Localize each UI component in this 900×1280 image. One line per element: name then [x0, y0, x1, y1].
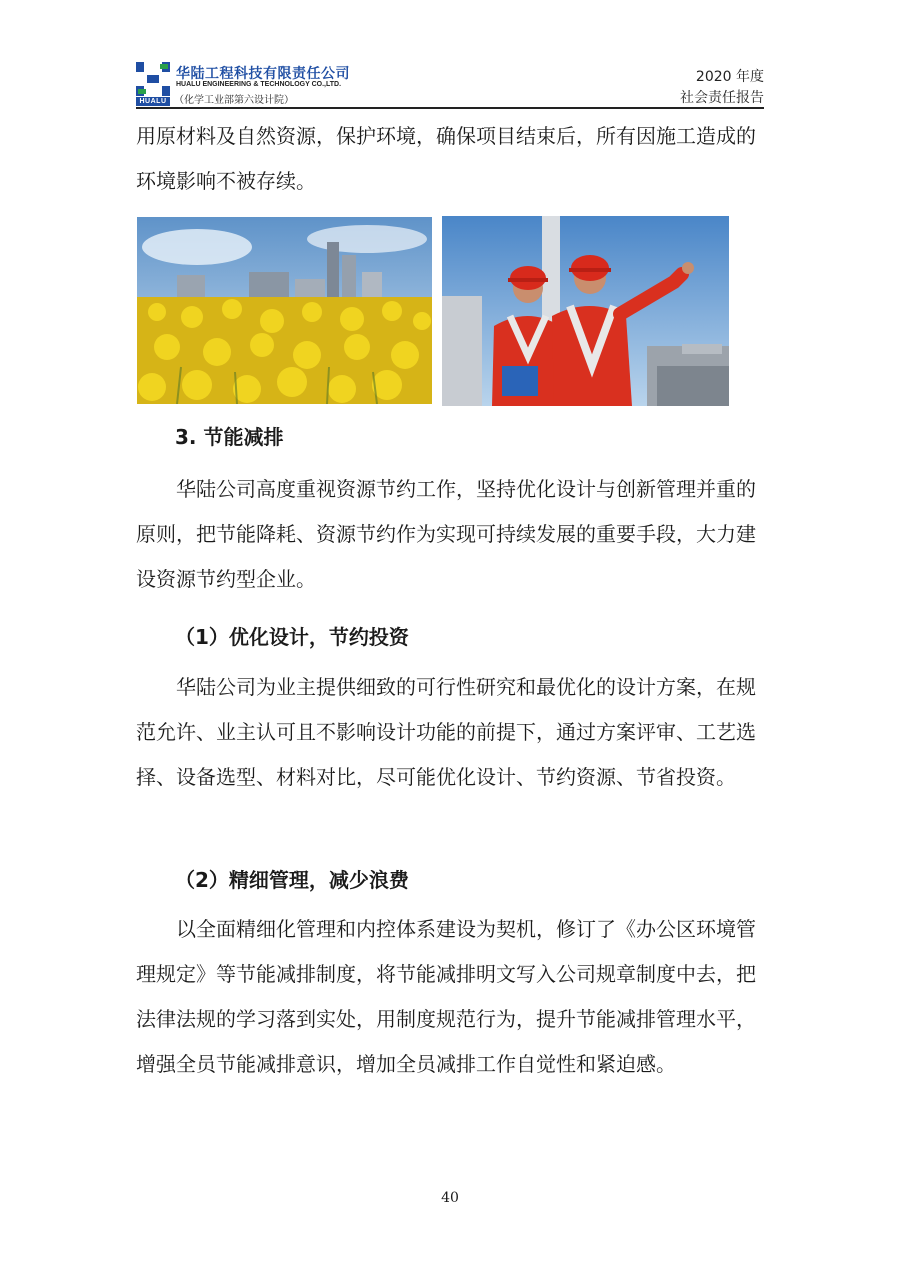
company-subtitle: （化学工业部第六设计院） — [174, 95, 294, 106]
company-name-en: HUALU ENGINEERING & TECHNOLOGY CO.,LTD. — [176, 81, 342, 88]
subsection-2-heading: （2）精细管理，减少浪费 — [175, 868, 409, 892]
rapeseed-field-photo — [137, 217, 432, 404]
section-paragraph: 华陆公司高度重视资源节约工作，坚持优化设计与创新管理并重的原则，把节能降耗、资源节约作为实现可持续发展的重要手段，大力建设资源节约型企业。 — [136, 477, 756, 591]
report-title: 社会责任报告 — [680, 90, 764, 106]
subsection-1-heading: （1）优化设计，节约投资 — [175, 625, 409, 649]
header-divider — [136, 107, 764, 109]
section-heading: 3. 节能减排 — [175, 425, 284, 449]
page-header — [136, 60, 764, 108]
subsection-1-paragraph: 华陆公司为业主提供细致的可行性研究和最优化的设计方案，在规范允许、业主认可且不影响设计功能的前提下，通过方案评审、工艺选择、设备选型、材料对比，尽可能优化设计、节约资源、节省投资。 — [136, 675, 756, 789]
page-number: 40 — [441, 1190, 459, 1206]
hualu-logo-icon — [136, 62, 170, 96]
report-year: 2020 年度 — [695, 69, 764, 85]
intro-paragraph: 用原材料及自然资源，保护环境，确保项目结束后，所有因施工造成的环境影响不被存续。 — [136, 124, 756, 193]
logo-wordmark: HUALU — [136, 97, 170, 106]
subsection-2-paragraph: 以全面精细化管理和内控体系建设为契机，修订了《办公区环境管理规定》等节能减排制度，将节能减排明文写入公司规章制度中去，把法律法规的学习落到实处，用制度规范行为，提升节能减排管理水平，增强全员节能减排意识，增加全员减排工作自觉性和紧迫感。 — [136, 917, 756, 1076]
workers-site-photo — [442, 216, 729, 406]
company-name-cn: 华陆工程科技有限责任公司 — [176, 66, 350, 82]
